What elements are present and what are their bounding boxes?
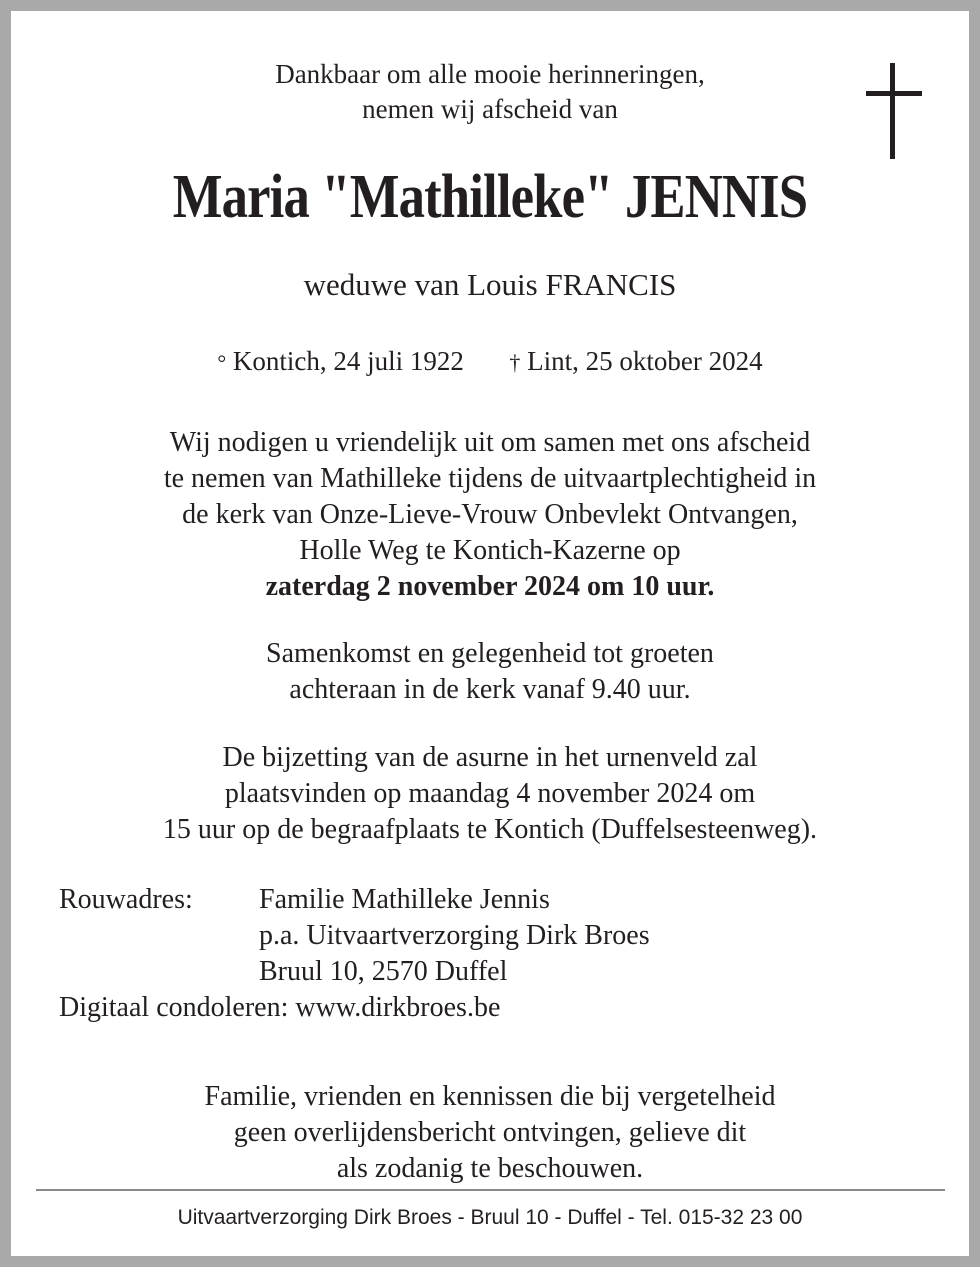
funeral-home-footer: Uitvaartverzorging Dirk Broes - Bruul 10 - Duffel - Tel. 015-32 23 00 bbox=[177, 1206, 803, 1229]
cross-icon bbox=[866, 63, 922, 159]
divider bbox=[36, 1189, 945, 1191]
life-dates bbox=[11, 343, 969, 381]
deceased-name: Maria "Mathilleke" JENNIS bbox=[172, 163, 808, 231]
burial-paragraph bbox=[11, 740, 969, 848]
intro-line: Dankbaar om alle mooie herinneringen, bbox=[275, 59, 705, 89]
birth-text: Kontich, 24 juli 1922 bbox=[232, 346, 464, 376]
address-line: Bruul 10, 2570 Duffel bbox=[259, 956, 508, 987]
death-text: Lint, 25 oktober 2024 bbox=[527, 346, 763, 376]
address-label: Rouwadres: bbox=[59, 884, 193, 915]
ceremony-date: zaterdag 2 november 2024 om 10 uur. bbox=[265, 571, 715, 602]
intro-text bbox=[11, 57, 969, 127]
invitation-line: te nemen van Mathilleke tijdens de uitvaartplechtigheid in bbox=[163, 463, 817, 494]
contact-block bbox=[59, 882, 650, 1026]
death-symbol: † bbox=[509, 350, 521, 375]
closing-note bbox=[11, 1079, 969, 1187]
gathering-paragraph bbox=[11, 636, 969, 708]
address-line: p.a. Uitvaartverzorging Dirk Broes bbox=[259, 920, 650, 951]
invitation-line: Wij nodigen u vriendelijk uit om samen met ons afscheid bbox=[169, 427, 811, 458]
obituary-card bbox=[11, 11, 969, 1256]
birth-symbol: ° bbox=[217, 350, 227, 375]
spouse-line: weduwe van Louis FRANCIS bbox=[303, 267, 677, 302]
burial-line: De bijzetting van de asurne in het urnenveld zal bbox=[222, 742, 758, 773]
gathering-line: achteraan in de kerk vanaf 9.40 uur. bbox=[289, 674, 691, 705]
invitation-paragraph bbox=[11, 425, 969, 605]
burial-line: 15 uur op de begraafplaats te Kontich (Duffelsesteenweg). bbox=[162, 814, 818, 845]
address-line: Familie Mathilleke Jennis bbox=[259, 884, 550, 915]
note-line: Familie, vrienden en kennissen die bij vergetelheid bbox=[204, 1081, 776, 1112]
invitation-line: de kerk van Onze-Lieve-Vrouw Onbevlekt Ontvangen, bbox=[182, 499, 798, 530]
gathering-line: Samenkomst en gelegenheid tot groeten bbox=[266, 638, 714, 669]
condolence-link[interactable]: Digitaal condoleren: www.dirkbroes.be bbox=[59, 992, 501, 1023]
note-line: geen overlijdensbericht ontvingen, gelieve dit bbox=[233, 1117, 747, 1148]
note-line: als zodanig te beschouwen. bbox=[336, 1153, 644, 1184]
invitation-line: Holle Weg te Kontich-Kazerne op bbox=[299, 535, 681, 566]
burial-line: plaatsvinden op maandag 4 november 2024 om bbox=[224, 778, 756, 809]
intro-line: nemen wij afscheid van bbox=[362, 94, 618, 124]
